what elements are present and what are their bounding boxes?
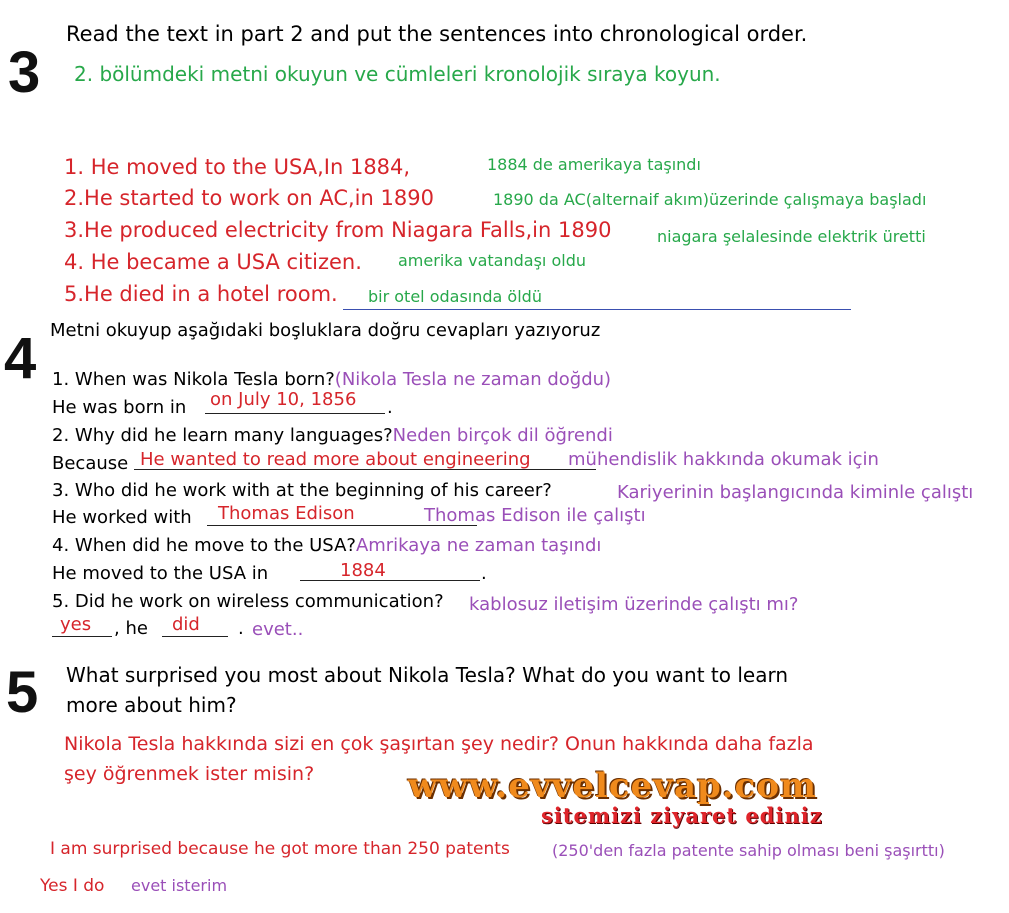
- order-item-1: 1. He moved to the USA,In 1884,: [64, 155, 411, 179]
- q1-translation: (Nikola Tesla ne zaman doğdu): [334, 369, 612, 390]
- order-item-5: 5.He died in a hotel room.: [64, 282, 338, 306]
- section-5-question-en-line2: more about him?: [66, 693, 237, 717]
- order-item-5-translation: bir otel odasında öldü: [368, 287, 542, 306]
- section-3-number: 3: [8, 40, 41, 105]
- order-item-3: 3.He produced electricity from Niagara Falls,in 1890: [64, 218, 612, 242]
- q5-answer-yes: yes: [60, 614, 92, 635]
- q2-answer-translation: mühendislik hakkında okumak için: [568, 449, 879, 470]
- underline-item-5: [343, 309, 851, 310]
- section-5-answer-2-translation: evet isterim: [131, 876, 228, 895]
- watermark-tagline: sitemizi ziyaret ediniz: [541, 803, 823, 828]
- q1-blank-line: [205, 413, 385, 414]
- q3-answer: Thomas Edison: [218, 503, 355, 524]
- order-item-2: 2.He started to work on AC,in 1890: [64, 186, 434, 210]
- q4-answer: 1884: [340, 560, 386, 581]
- watermark-site: www.evvelcevap.com: [408, 766, 817, 806]
- q3-answer-translation: Thomas Edison ile çalıştı: [424, 505, 646, 526]
- q5-mid: , he: [114, 618, 148, 639]
- q4-question-text: 4. When did he move to the USA?: [52, 535, 356, 556]
- q1-prefix: He was born in: [52, 397, 187, 418]
- q5-question: 5. Did he work on wireless communication?: [52, 591, 444, 612]
- section-5-question-tr-line1: Nikola Tesla hakkında sizi en çok şaşırtan şey nedir? Onun hakkında daha fazla: [64, 733, 814, 755]
- q2-question: [52, 425, 613, 446]
- q4-question: [52, 535, 601, 556]
- q2-answer: He wanted to read more about engineering: [140, 449, 531, 470]
- section-3-instruction-en: Read the text in part 2 and put the sentences into chronological order.: [66, 22, 808, 46]
- section-4-instruction: Metni okuyup aşağıdaki boşluklara doğru cevapları yazıyoruz: [50, 320, 601, 341]
- order-item-1-translation: 1884 de amerikaya taşındı: [487, 155, 701, 174]
- q1-question-text: 1. When was Nikola Tesla born?: [52, 369, 335, 390]
- q4-suffix: .: [481, 563, 487, 584]
- q5-blank-yes-line: [52, 636, 112, 637]
- section-5-answer-1: I am surprised because he got more than 250 patents: [50, 839, 510, 859]
- q3-prefix: He worked with: [52, 507, 192, 528]
- order-item-2-translation: 1890 da AC(alternaif akım)üzerinde çalışmaya başladı: [493, 190, 927, 209]
- section-5-answer-2: Yes I do: [40, 876, 105, 896]
- q5-translation: kablosuz iletişim üzerinde çalıştı mı?: [469, 594, 799, 615]
- q5-suffix: .: [238, 618, 244, 639]
- q2-translation: Neden birçok dil öğrendi: [392, 425, 613, 446]
- q1-suffix: .: [387, 397, 393, 418]
- order-item-4: 4. He became a USA citizen.: [64, 250, 362, 274]
- section-5-question-en-line1: What surprised you most about Nikola Tesla? What do you want to learn: [66, 663, 788, 687]
- q4-prefix: He moved to the USA in: [52, 563, 269, 584]
- section-5-number: 5: [6, 660, 39, 725]
- section-3-instruction-tr: 2. bölümdeki metni okuyun ve cümleleri kronolojik sıraya koyun.: [74, 62, 721, 86]
- order-item-4-translation: amerika vatandaşı oldu: [398, 251, 586, 270]
- q3-question: 3. Who did he work with at the beginning of his career?: [52, 480, 552, 501]
- section-5-question-tr-line2: şey öğrenmek ister misin?: [64, 763, 315, 785]
- q4-blank-line: [300, 580, 480, 581]
- q5-answer-did: did: [172, 614, 200, 635]
- q3-translation: Kariyerinin başlangıcında kiminle çalıştı: [617, 482, 974, 503]
- q4-translation: Amrikaya ne zaman taşındı: [355, 535, 602, 556]
- q2-prefix: Because: [52, 453, 129, 474]
- q5-answer-translation: evet..: [252, 619, 304, 640]
- section-4-number: 4: [4, 326, 37, 391]
- q5-blank-did-line: [162, 636, 228, 637]
- order-item-3-translation: niagara şelalesinde elektrik üretti: [657, 227, 926, 246]
- section-5-answer-1-translation: (250'den fazla patente sahip olması beni şaşırttı): [552, 841, 945, 860]
- q1-answer: on July 10, 1856: [210, 389, 357, 410]
- q1-question: [52, 369, 611, 390]
- q2-question-text: 2. Why did he learn many languages?: [52, 425, 393, 446]
